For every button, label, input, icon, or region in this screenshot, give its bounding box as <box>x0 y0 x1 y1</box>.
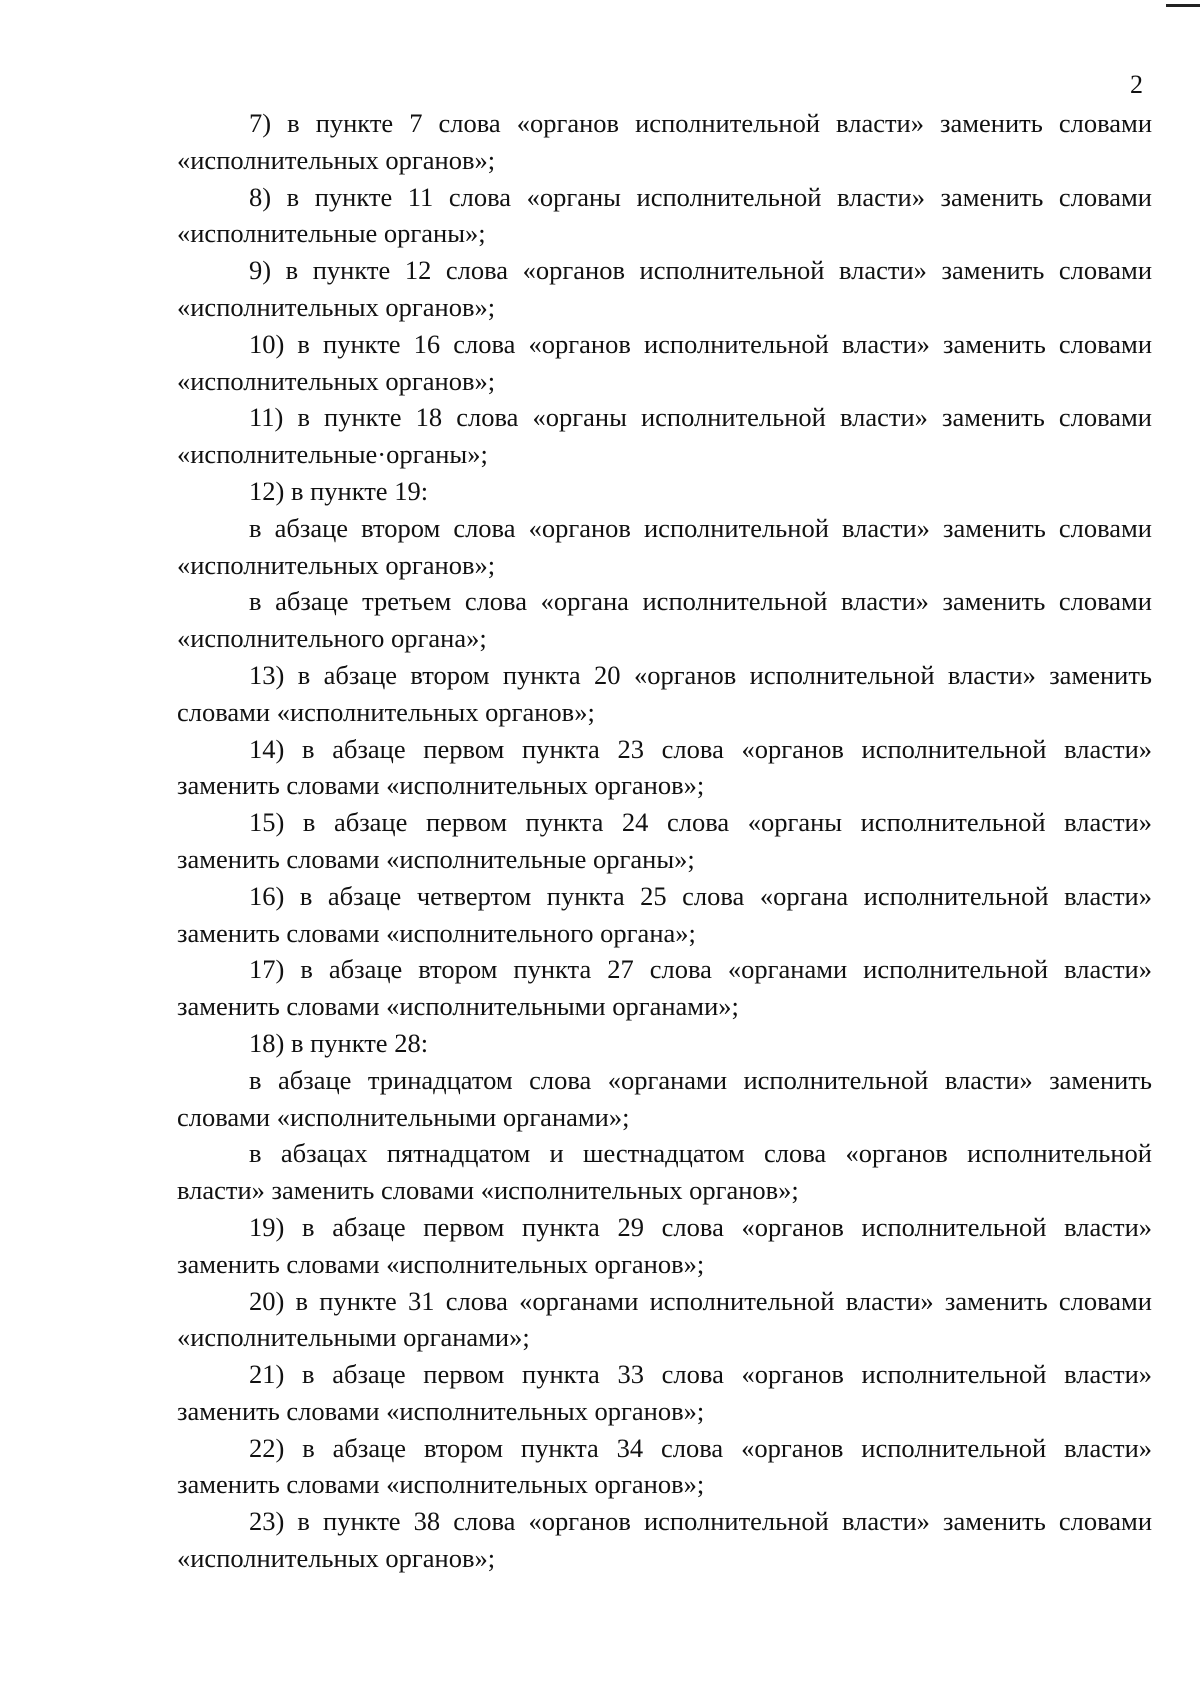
paragraph-item-15: 15) в абзаце первом пункта 24 слова «органы исполнительной власти» заменить словами «исполнительные органы»; <box>177 807 1152 874</box>
paragraph-item-14: 14) в абзаце первом пункта 23 слова «органов исполнительной власти» заменить словами «исполнительных органов»; <box>177 733 1152 801</box>
paragraph-item-18: 18) в пункте 28: <box>249 1027 429 1058</box>
paragraph-item-8: 8) в пункте 11 слова «органы исполнительной власти» заменить словами «исполнительные органы»; <box>177 181 1152 249</box>
paragraph-item-18-sub-1: в абзаце тринадцатом слова «органами исполнительной власти» заменить словами «исполнительными органами»; <box>177 1064 1152 1132</box>
document-body <box>177 105 1152 1577</box>
paragraph-item-16: 16) в абзаце четвертом пункта 25 слова «органа исполнительной власти» заменить словами «исполнительного органа»; <box>177 880 1152 948</box>
scan-corner-mark <box>1166 4 1200 7</box>
paragraph-item-18-sub-2: в абзацах пятнадцатом и шестнадцатом слова «органов исполнительной власти» заменить словами «исполнительных органов»; <box>177 1138 1152 1206</box>
paragraph-item-12-sub-1: в абзаце втором слова «органов исполнительной власти» заменить словами «исполнительных органов»; <box>177 512 1152 580</box>
paragraph-item-22: 22) в абзаце втором пункта 34 слова «органов исполнительной власти» заменить словами «исполнительных органов»; <box>177 1432 1152 1500</box>
paragraph-item-12: 12) в пункте 19: <box>249 475 429 506</box>
paragraph-item-11: 11) в пункте 18 слова «органы исполнительной власти» заменить словами «исполнительные·органы»; <box>177 402 1152 470</box>
paragraph-item-20: 20) в пункте 31 слова «органами исполнительной власти» заменить словами «исполнительными органами»; <box>177 1285 1152 1353</box>
paragraph-item-17: 17) в абзаце втором пункта 27 слова «органами исполнительной власти» заменить словами «исполнительными органами»; <box>177 954 1152 1022</box>
paragraph-item-21: 21) в абзаце первом пункта 33 слова «органов исполнительной власти» заменить словами «исполнительных органов»; <box>177 1359 1152 1426</box>
paragraph-item-12-sub-2: в абзаце третьем слова «органа исполнительной власти» заменить словами «исполнительного органа»; <box>177 586 1152 654</box>
paragraph-item-10: 10) в пункте 16 слова «органов исполнительной власти» заменить словами «исполнительных органов»; <box>177 328 1152 396</box>
paragraph-item-19: 19) в абзаце первом пункта 29 слова «органов исполнительной власти» заменить словами «исполнительных органов»; <box>177 1211 1152 1279</box>
paragraph-item-9: 9) в пункте 12 слова «органов исполнительной власти» заменить словами «исполнительных органов»; <box>177 255 1152 322</box>
paragraph-item-7: 7) в пункте 7 слова «органов исполнительной власти» заменить словами «исполнительных органов»; <box>177 108 1152 175</box>
page-number: 2 <box>1130 70 1143 99</box>
paragraph-item-23: 23) в пункте 38 слова «органов исполнительной власти» заменить словами «исполнительных органов»; <box>177 1506 1152 1574</box>
paragraph-item-13: 13) в абзаце втором пункта 20 «органов исполнительной власти» заменить словами «исполнительных органов»; <box>177 659 1152 727</box>
